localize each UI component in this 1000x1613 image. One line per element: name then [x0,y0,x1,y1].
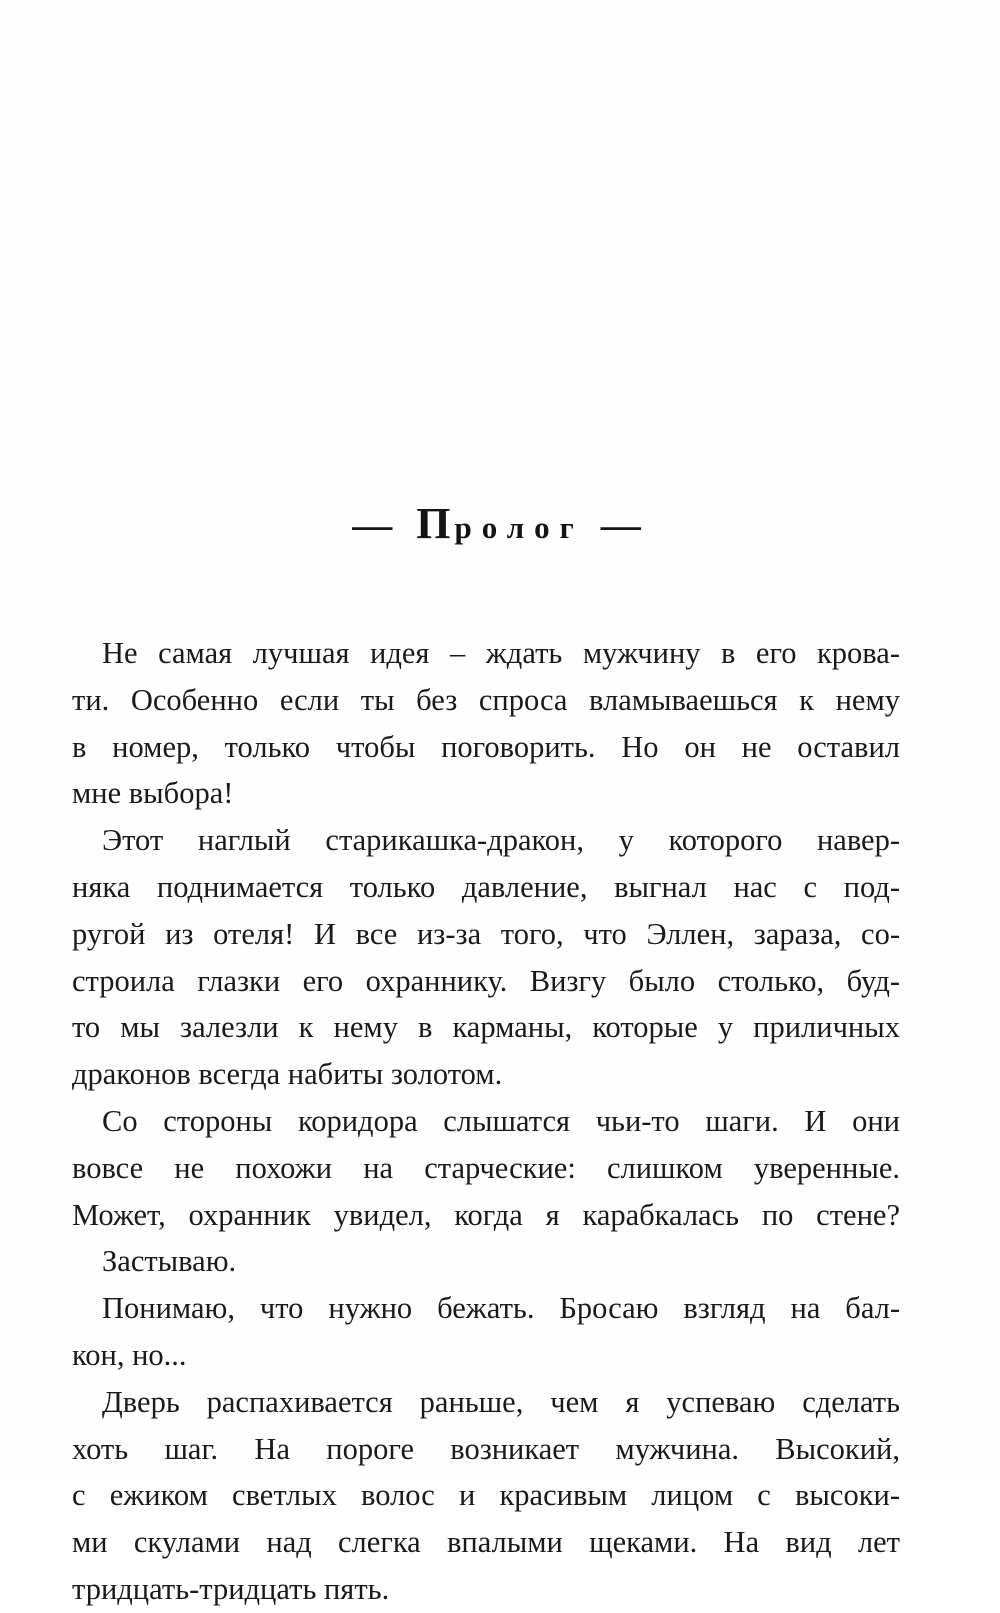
title-rest: ролог [454,510,584,545]
text-line: няка поднимается только давление, выгнал нас с под- [72,869,900,904]
text-line: ругой из отеля! И все из-за того, что Эллен, зараза, со- [72,916,900,951]
paragraph [72,1379,900,1613]
text-line: то мы залезли к нему в карманы, которые у приличных [72,1010,900,1045]
text-line: в номер, только чтобы поговорить. Но он не оставил [72,729,900,764]
text-line: вовсе не похожи на старческие: слишком уверенные. [72,1150,900,1185]
text-line: Дверь распахивается раньше, чем я успеваю сделать [102,1384,900,1419]
title-first-letter: П [416,499,455,548]
text-line: Застываю. [102,1244,237,1279]
text-line: хоть шаг. На пороге возникает мужчина. Высокий, [72,1431,900,1466]
text-line: драконов всегда набиты золотом. [72,1057,503,1092]
paragraph [72,630,900,817]
text-line: Не самая лучшая идея – ждать мужчину в его крова- [102,636,900,670]
text-line: Понимаю, что нужно бежать. Бросаю взгляд на бал- [102,1291,900,1326]
body-text [72,630,900,1613]
text-line: Может, охранник увидел, когда я карабкалась по стене? [72,1197,900,1232]
paragraph [72,817,900,1098]
text-line: кон, но... [72,1337,187,1372]
text-line: с ежиком светлых волос и красивым лицом с высоки- [72,1478,900,1513]
text-line: Со стороны коридора слышатся чьи-то шаги. И они [102,1103,900,1138]
chapter-title [0,494,1000,558]
paragraph [102,1238,900,1285]
text-line: ти. Особенно если ты без спроса вламываешься к нему [72,682,900,717]
text-line: ми скулами над слегка впалыми щеками. На вид лет [72,1525,900,1560]
text-line: тридцать-тридцать пять. [72,1571,390,1606]
text-line: мне выбора! [72,776,234,811]
paragraph [72,1098,900,1238]
paragraph [72,1285,900,1379]
title-dash-left: — [352,502,400,547]
text-line: Этот наглый старикашка-дракон, у которого навер- [102,823,900,858]
text-line: строила глазки его охраннику. Визгу было столько, буд- [72,963,900,998]
title-dash-right: — [600,502,648,547]
